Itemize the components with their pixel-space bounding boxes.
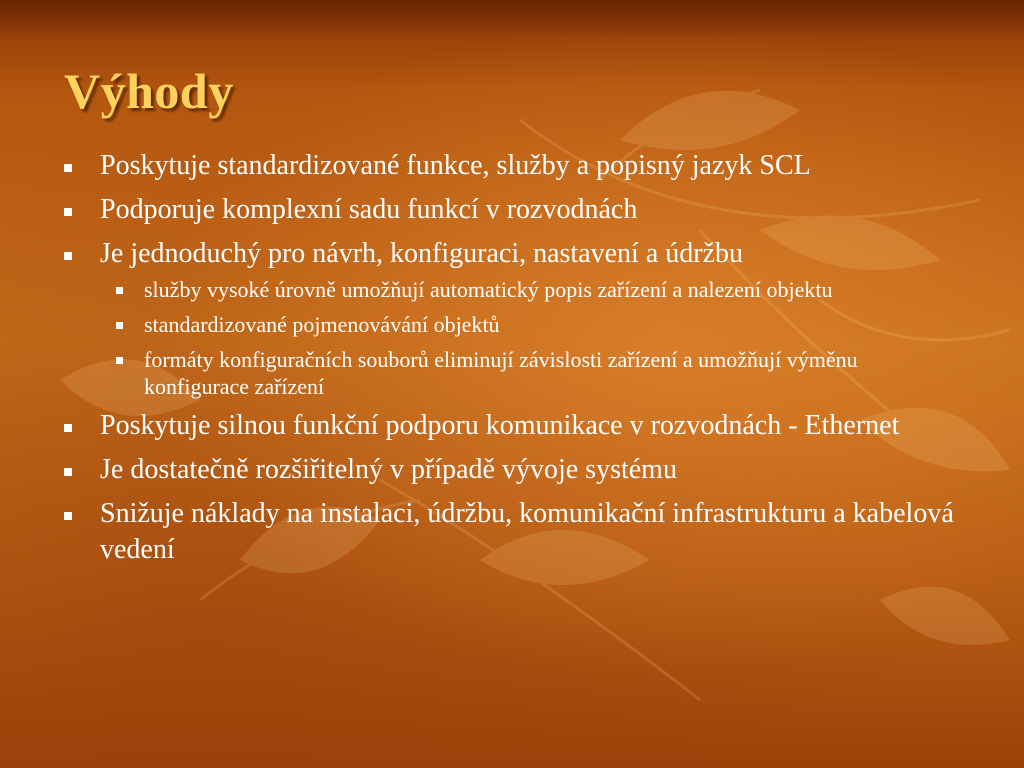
sub-bullet-list — [100, 276, 960, 400]
sub-bullet-text: formáty konfiguračních souborů eliminují závislosti zařízení a umožňují výměnu konfigurace zařízení — [144, 347, 858, 399]
sub-bullet-text: standardizované pojmenovávání objektů — [144, 312, 500, 337]
list-item — [60, 408, 960, 444]
list-item — [60, 148, 960, 184]
top-shade — [0, 0, 1024, 40]
bullet-text: Poskytuje standardizované funkce, služby a popisný jazyk SCL — [100, 150, 811, 181]
bullet-list — [60, 148, 960, 576]
square-bullet-icon — [116, 287, 123, 294]
square-bullet-icon — [64, 424, 72, 432]
sub-list-item — [100, 346, 960, 400]
square-bullet-icon — [64, 164, 72, 172]
square-bullet-icon — [116, 322, 123, 329]
list-item — [60, 236, 960, 400]
sub-list-item — [100, 311, 960, 338]
slide-title: Výhody — [64, 63, 234, 119]
bullet-text: Je jednoduchý pro návrh, konfiguraci, nastavení a údržbu — [100, 238, 744, 269]
list-item — [60, 496, 960, 568]
square-bullet-icon — [64, 468, 72, 476]
bullet-text: Podporuje komplexní sadu funkcí v rozvodnách — [100, 194, 638, 225]
square-bullet-icon — [64, 208, 72, 216]
square-bullet-icon — [64, 512, 72, 520]
list-item — [60, 452, 960, 488]
bullet-text: Poskytuje silnou funkční podporu komunikace v rozvodnách - Ethernet — [100, 410, 900, 441]
square-bullet-icon — [116, 357, 123, 364]
bullet-text: Snižuje náklady na instalaci, údržbu, komunikační infrastrukturu a kabelová vedení — [100, 498, 954, 565]
square-bullet-icon — [64, 252, 72, 260]
sub-list-item — [100, 276, 960, 303]
bullet-text: Je dostatečně rozšiřitelný v případě vývoje systému — [100, 454, 677, 485]
list-item — [60, 192, 960, 228]
sub-bullet-text: služby vysoké úrovně umožňují automatický popis zařízení a nalezení objektu — [144, 277, 833, 302]
